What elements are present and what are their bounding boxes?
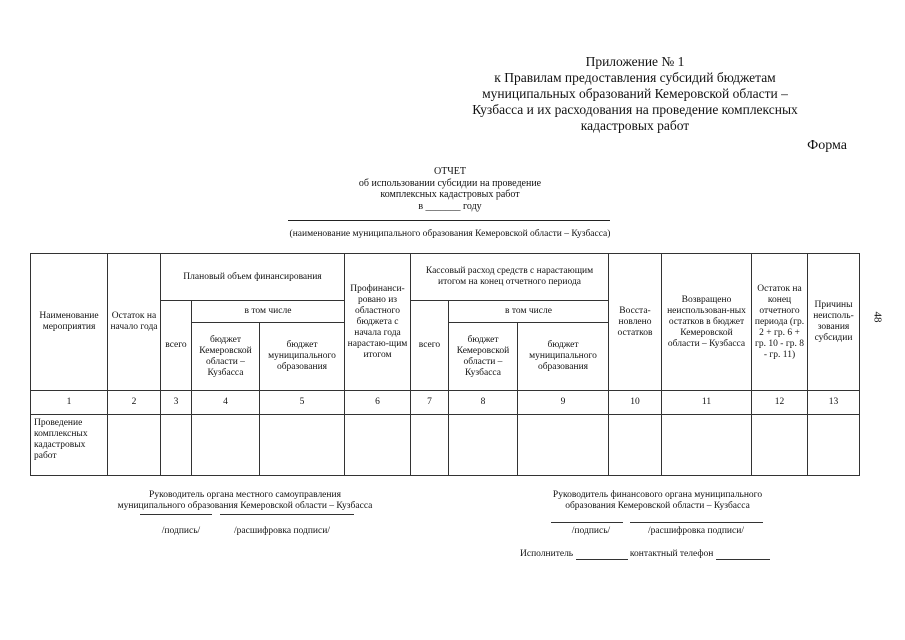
- appendix-line: Кузбасса и их расходования на проведение комплексных: [472, 102, 798, 117]
- header-planned-financing: Плановый объем финансирования: [161, 254, 345, 301]
- table-cell: [518, 415, 609, 476]
- left-signature-line: [140, 514, 212, 515]
- header-closing-balance: Остаток на конец отчетного периода (гр. 2 + гр. 6 + гр. 10 - гр. 8 - гр. 11): [752, 254, 808, 391]
- right-decoding-caption: /расшифровка подписи/: [648, 526, 744, 536]
- header-returned: Возвращено неиспользован-ных остатков в бюджет Кемеровской области – Кузбасса: [662, 254, 752, 391]
- right-signature-title: [520, 490, 795, 512]
- header-planned-municipal: бюджет муниципального образования: [260, 323, 345, 391]
- report-title-block: [290, 166, 610, 212]
- table-cell: [808, 415, 860, 476]
- executor-label: Исполнитель: [520, 549, 574, 559]
- report-subtitle: об использовании субсидии на проведение: [358, 177, 542, 189]
- header-cash-regional: бюджет Кемеровской области – Кузбасса: [449, 323, 518, 391]
- column-number: 4: [192, 391, 260, 415]
- right-signature-line: [551, 522, 623, 523]
- column-number: 11: [662, 391, 752, 415]
- municipality-line: [288, 220, 610, 221]
- column-number: 7: [411, 391, 449, 415]
- phone-label: контактный телефон: [629, 549, 714, 559]
- table-cell: [108, 415, 161, 476]
- appendix-line: к Правилам предоставления субсидий бюджетам: [494, 70, 776, 85]
- appendix-line: кадастровых работ: [580, 118, 690, 133]
- header-opening-balance: Остаток на начало года: [108, 254, 161, 391]
- left-decoding-caption: /расшифровка подписи/: [234, 526, 330, 536]
- column-number: 3: [161, 391, 192, 415]
- report-year: в _______ году: [418, 200, 482, 212]
- column-number: 9: [518, 391, 609, 415]
- header-cash-municipal: бюджет муниципального образования: [518, 323, 609, 391]
- phone-blank: [716, 549, 770, 560]
- column-number: 6: [345, 391, 411, 415]
- column-number: 1: [31, 391, 108, 415]
- table-cell: [411, 415, 449, 476]
- column-number: 2: [108, 391, 161, 415]
- header-planned-regional: бюджет Кемеровской области – Кузбасса: [192, 323, 260, 391]
- header-cash-incl: в том числе: [449, 301, 609, 323]
- report-title: ОТЧЕТ: [433, 166, 467, 177]
- header-planned-total: всего: [161, 301, 192, 391]
- header-prefinanced: Профинанси-ровано из областного бюджета с начала года нарастаю-щим итогом: [345, 254, 411, 391]
- table-cell: [449, 415, 518, 476]
- left-decoding-line: [220, 514, 354, 515]
- table-cell: [260, 415, 345, 476]
- column-number: 5: [260, 391, 345, 415]
- executor-line: [520, 549, 810, 560]
- column-number: 12: [752, 391, 808, 415]
- table-cell: [662, 415, 752, 476]
- left-signature-title: [90, 490, 400, 512]
- header-restored: Восста-новлено остатков: [609, 254, 662, 391]
- page-number: 48: [871, 311, 884, 323]
- column-number: 8: [449, 391, 518, 415]
- table-cell: [609, 415, 662, 476]
- right-signature-title-line: Руководитель финансового органа муниципального: [552, 490, 763, 500]
- header-cash-expenses: Кассовый расход средств с нарастающим итогом на конец отчетного периода: [411, 254, 609, 301]
- appendix-header: [425, 54, 845, 134]
- header-planned-incl: в том числе: [192, 301, 345, 323]
- column-number: 13: [808, 391, 860, 415]
- table-cell: [752, 415, 808, 476]
- table-cell: [192, 415, 260, 476]
- column-number: 10: [609, 391, 662, 415]
- appendix-line: Приложение № 1: [585, 54, 685, 69]
- right-signature-caption: /подпись/: [571, 526, 611, 536]
- executor-blank: [576, 549, 628, 560]
- report-subtitle: комплексных кадастровых работ: [380, 189, 520, 200]
- left-signature-title-line: муниципального образования Кемеровской области – Кузбасса: [117, 501, 373, 511]
- header-name: Наименование мероприятия: [31, 254, 108, 391]
- table-cell: [161, 415, 192, 476]
- form-label: Форма: [807, 138, 847, 153]
- appendix-line: муниципальных образований Кемеровской области –: [482, 86, 788, 101]
- left-signature-caption: /подпись/: [161, 526, 201, 536]
- table-cell: [345, 415, 411, 476]
- header-reasons: Причины неисполь-зования субсидии: [808, 254, 860, 391]
- right-signature-title-line: образования Кемеровской области – Кузбасса: [565, 501, 750, 511]
- row-label-cadastral-works: Проведение комплексных кадастровых работ: [31, 415, 108, 476]
- header-cash-total: всего: [411, 301, 449, 391]
- right-decoding-line: [630, 522, 763, 523]
- municipality-caption: (наименование муниципального образования Кемеровской области – Кузбасса): [289, 229, 611, 239]
- report-table: [30, 253, 860, 476]
- left-signature-title-line: Руководитель органа местного самоуправления: [149, 490, 341, 500]
